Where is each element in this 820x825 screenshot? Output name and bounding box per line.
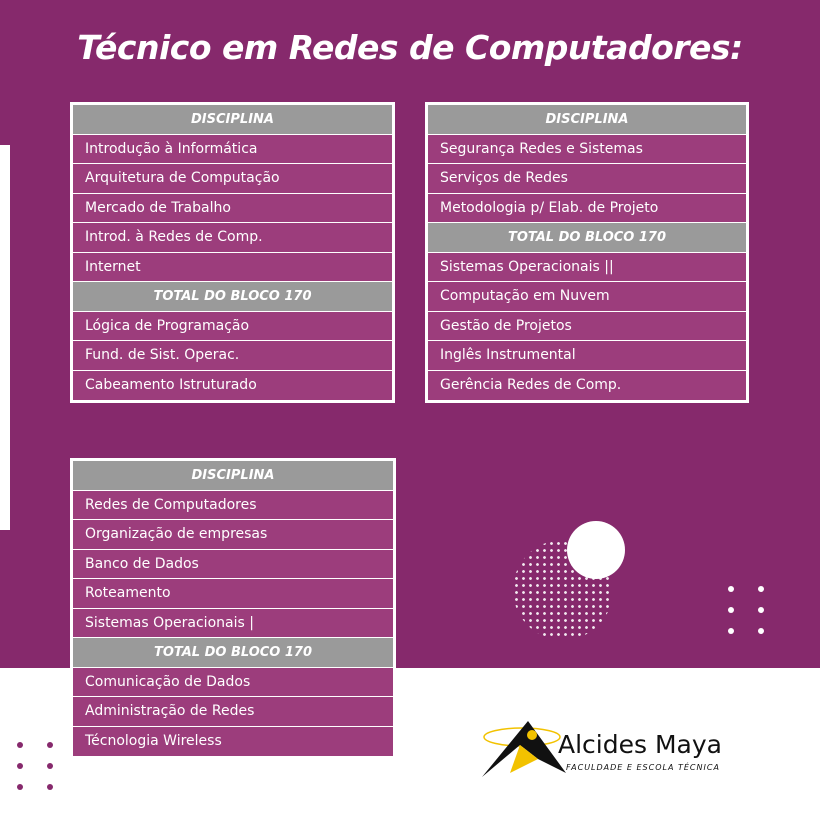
- discipline-row: Internet: [73, 253, 392, 283]
- dot-decoration: [728, 607, 734, 613]
- discipline-row: Inglês Instrumental: [428, 341, 746, 371]
- decorative-side-bar: [0, 145, 10, 530]
- table-header: DISCIPLINA: [428, 105, 746, 135]
- disciplines-table-2: [425, 102, 749, 403]
- discipline-row: Gerência Redes de Comp.: [428, 371, 746, 401]
- dot-decoration: [17, 784, 23, 790]
- table-header: DISCIPLINA: [73, 105, 392, 135]
- block-total-row: TOTAL DO BLOCO 170: [73, 638, 393, 668]
- logo-name: Alcides Maya: [558, 730, 722, 759]
- discipline-row: Gestão de Projetos: [428, 312, 746, 342]
- dot-decoration: [758, 628, 764, 634]
- block-total-row: TOTAL DO BLOCO 170: [428, 223, 746, 253]
- page-title: Técnico em Redes de Computadores:: [77, 28, 743, 67]
- discipline-row: Lógica de Programação: [73, 312, 392, 342]
- discipline-row: Arquitetura de Computação: [73, 164, 392, 194]
- discipline-row: Computação em Nuvem: [428, 282, 746, 312]
- dot-decoration: [758, 607, 764, 613]
- discipline-row: Introd. à Redes de Comp.: [73, 223, 392, 253]
- dot-decoration: [728, 628, 734, 634]
- discipline-row: Roteamento: [73, 579, 393, 609]
- discipline-row: Serviços de Redes: [428, 164, 746, 194]
- discipline-row: Metodologia p/ Elab. de Projeto: [428, 194, 746, 224]
- discipline-row: Comunicação de Dados: [73, 668, 393, 698]
- discipline-row: Fund. de Sist. Operac.: [73, 341, 392, 371]
- discipline-row: Cabeamento Istruturado: [73, 371, 392, 401]
- block-total-row: TOTAL DO BLOCO 170: [73, 282, 392, 312]
- dot-decoration: [728, 586, 734, 592]
- white-circle-decoration: [567, 521, 625, 579]
- discipline-row: Administração de Redes: [73, 697, 393, 727]
- disciplines-table-1: [70, 102, 395, 403]
- dot-decoration: [17, 763, 23, 769]
- dot-decoration: [17, 742, 23, 748]
- disciplines-table-3: [70, 458, 396, 759]
- discipline-row: Sistemas Operacionais ||: [428, 253, 746, 283]
- dot-decoration: [758, 586, 764, 592]
- discipline-row: Organização de empresas: [73, 520, 393, 550]
- dot-decoration: [47, 784, 53, 790]
- discipline-row: Banco de Dados: [73, 550, 393, 580]
- dot-decoration: [47, 742, 53, 748]
- logo-tagline: FACULDADE E ESCOLA TÉCNICA: [566, 763, 720, 772]
- dot-decoration: [47, 763, 53, 769]
- discipline-row: Redes de Computadores: [73, 491, 393, 521]
- table-header: DISCIPLINA: [73, 461, 393, 491]
- discipline-row: Segurança Redes e Sistemas: [428, 135, 746, 165]
- discipline-row: Introdução à Informática: [73, 135, 392, 165]
- discipline-row: Técnologia Wireless: [73, 727, 393, 757]
- discipline-row: Mercado de Trabalho: [73, 194, 392, 224]
- discipline-row: Sistemas Operacionais |: [73, 609, 393, 639]
